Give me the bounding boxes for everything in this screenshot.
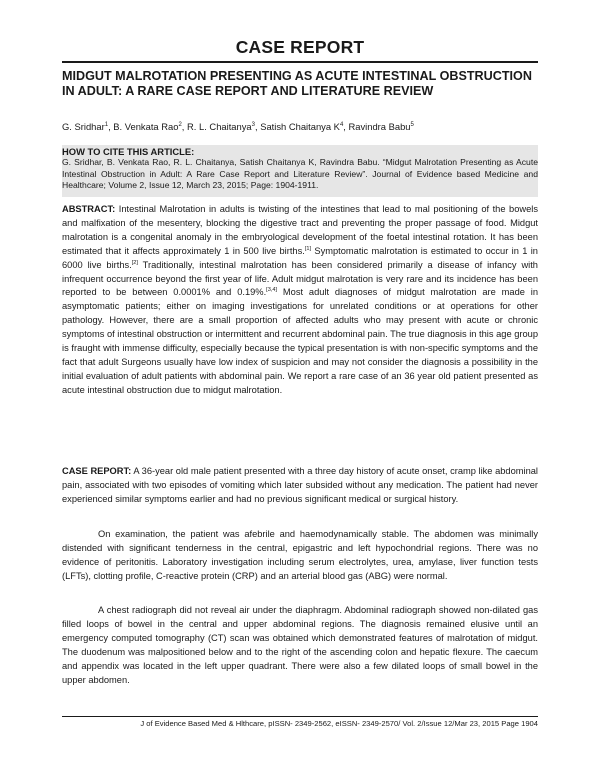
case-report-paragraph — [62, 465, 538, 507]
case-report-label: CASE REPORT: — [62, 466, 132, 476]
citation-heading: HOW TO CITE THIS ARTICLE: — [62, 146, 195, 157]
author-affiliation: 5 — [410, 121, 414, 128]
header-rule — [62, 61, 538, 63]
author-name: Ravindra Babu — [348, 121, 411, 132]
author-affiliation: 2 — [178, 121, 182, 128]
author-name: B. Venkata Rao — [113, 121, 179, 132]
author-separator: , — [181, 121, 188, 132]
reference-marker: [3,4] — [266, 287, 278, 294]
author-separator: , — [108, 121, 114, 132]
abstract-text: Intestinal Malrotation in adults is twisting of the intestines that lead to mal positioning of the bowels and malfixation of the mesentery, blocking the digestive tract and preventing the proper passage of food. Midgut malrotation is a congenital anomaly in the embryological development of the foetal intestinal rotation. It has been estimated that it affects approximately 1 in 500 live births. — [62, 204, 538, 256]
article-title: MIDGUT MALROTATION PRESENTING AS ACUTE INTESTINAL OBSTRUCTION IN ADULT: A RARE CASE REPORT AND LITERATURE REVIEW — [62, 69, 532, 98]
abstract-text: Symptomatic malrotation is estimated to occur in 1 in 6000 live births. — [62, 245, 538, 270]
reference-marker: [1] — [304, 245, 312, 252]
author-name: R. L. Chaitanya — [187, 121, 252, 132]
author-list — [62, 121, 538, 133]
author-name: Satish Chaitanya K — [260, 121, 340, 132]
reference-marker: [2] — [131, 259, 138, 266]
page-footer: J of Evidence Based Med & Hlthcare, pISSN- 2349-2562, eISSN- 2349-2570/ Vol. 2/Issue 12/Mar 23, 2015 Page 1904 — [140, 719, 538, 728]
examination-paragraph: On examination, the patient was afebrile and haemodynamically stable. The abdomen was minimally distended with significant tenderness in the central, epigastric and left hypochondrial regions. There was no evidence of peritonitis. Laboratory investigation including serum electrolytes, urea, amylase, liver function tests (LFTs), clotting profile, C-reactive protein (CRP) and an arterial blood gas (ABG) were normal. — [62, 529, 538, 581]
author-separator: , — [343, 121, 349, 132]
radiograph-paragraph: A chest radiograph did not reveal air under the diaphragm. Abdominal radiograph showed non-dilated gas filled loops of bowel in the central and upper abdominal regions. The diagnosis remained elusive until an emergency computed tomography (CT) scan was obtained which demonstrated features of malrotation of midgut. The duodenum was malpositioned below and to the right of the ascending colon and hepatic flexure. The caecum and appendix was located in the left upper quadrant. There were also a few dilated loops of small bowel in the upper abdomen. — [62, 605, 538, 685]
author-affiliation: 4 — [339, 121, 344, 128]
footer-rule — [62, 716, 538, 717]
citation-text: G. Sridhar, B. Venkata Rao, R. L. Chaitanya, Satish Chaitanya K, Ravindra Babu. “Midgut Malrotation Presenting as Acute Intestinal Obstruction in Adult: A Rare Case Report and Literature Review”. Journal of Evidence based Medicine and Healthcare; Volume 2, Issue 12, March 23, 2015; Page: 1904-1911. — [62, 157, 538, 191]
abstract-text: Most adult diagnoses of midgut malrotation are made in asymptomatic patients; either on imaging investigations for unrelated conditions or at operations for other pathology. However, there are a small proportion of affected adults who may present with acute or chronic symptoms of intestinal obstruction or intermittent and recurrent abdominal pain. The true diagnosis in this age group is fraught with immense difficulty, especially because the typical presentation is with non-specific symptoms and the fact that adult Surgeons usually have low index of suspicion and may not consider the diagnosis a possibility in the initial evaluation of adult patients with abdominal pain. We report a rare case of an 36 year old patient presented as acute intestinal obstruction due to midgut malrotation. — [62, 287, 538, 395]
case-report-intro: A 36-year old male patient presented with a three day history of acute onset, cramp like abdominal pain, associated with two episodes of vomiting which later subsided without any medication. The patient had never experienced similar symptoms earlier and had no previous significant medical or surgical history. — [62, 466, 538, 504]
abstract-text: Traditionally, intestinal malrotation has been considered primarily a disease of infancy with infrequent occurrence beyond the first year of life. Adult midgut malrotation is very rare and its incidence has been reported to be between 0.0001% and 0.19%. — [62, 259, 538, 298]
section-label: CASE REPORT — [235, 37, 365, 57]
author-affiliation: 3 — [251, 121, 255, 128]
author-name: G. Sridhar — [62, 121, 105, 132]
abstract-label: ABSTRACT: — [62, 204, 116, 214]
abstract-paragraph — [62, 203, 538, 398]
author-separator: , — [254, 121, 261, 132]
author-affiliation: 1 — [104, 121, 109, 128]
citation-box — [62, 145, 538, 197]
